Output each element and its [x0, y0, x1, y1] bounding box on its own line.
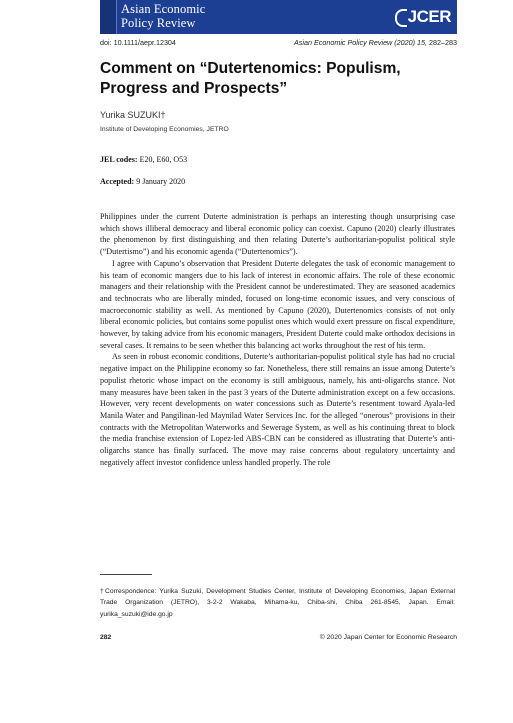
page-number: 282 [100, 634, 112, 641]
author: Yurika SUZUKI† [100, 110, 166, 120]
jcer-logo-mark-icon [395, 9, 407, 27]
journal-title-line2: Policy Review [121, 16, 196, 30]
jel-codes [100, 155, 187, 164]
accepted-value: 9 January 2020 [134, 177, 186, 186]
paragraph: Philippines under the current Duterte administration is perhaps an interesting though unsurprising case which shows illiberal democracy and liberal economic policy can coexist. Capuno (2020) clearly illustrates the phenomenon by first distinguishing and then relating Duterte’s authoritarian-populist political style (“Dutertismo”) and his economic agenda (“Dutertenomics”). [100, 212, 455, 257]
article-title: Comment on “Dutertenomics: Populism, Progress and Prospects” [100, 60, 401, 97]
copyright: © 2020 Japan Center for Economic Research [319, 634, 457, 641]
accepted-label: Accepted: [100, 177, 135, 186]
doi[interactable]: doi: 10.1111/aepr.12304 [100, 38, 176, 47]
banner-side-strip [100, 0, 117, 34]
citation [294, 38, 457, 47]
journal-title [121, 2, 205, 30]
jel-label: JEL codes: [100, 155, 138, 164]
journal-title-line1: Asian Economic [121, 2, 206, 16]
citation-pages: 282–283 [429, 38, 457, 47]
jel-value: E20, E60, O53 [137, 155, 188, 164]
jcer-logo: JCER [407, 7, 451, 26]
article-body [100, 211, 455, 468]
affiliation: Institute of Developing Economies, JETRO [100, 126, 229, 133]
correspondence-footnote: †Correspondence: Yurika Suzuki, Development Studies Center, Institute of Developing Economies, Japan External Trade Organization (JETRO), 3-2-2 Wakaba, Mihama-ku, Chiba-shi, Chiba 261-8545, Japan. Email: yurika_suzuki@ide.go.jp [100, 588, 455, 618]
accepted-date [100, 177, 185, 186]
paragraph: I agree with Capuno’s observation that President Duterte delegates the task of economic management to his team of economic mangers due to his lack of interest in economic affairs. The role of these economic managers and their relationship with the President cannot be underestimated. They are seasoned academics and technocrats who are liberally minded, focused on long-time economic issues, and very conscious of macroeconomic stability as well. As mentioned by Capuno (2020), Dutertenomics consists of not only liberal economic policies, but contains some populist ones which would exert pressure on fiscal expenditure, however, by taking advice from his economic managers, President Duterte could make orthodox decisions in several cases. It remains to be seen whether this balancing act works throughout the rest of his term. [100, 258, 455, 350]
journal-banner [100, 0, 457, 34]
paragraph: As seen in robust economic conditions, Duterte’s authoritarian-populist political style has had no crucial negative impact on the Philippine economy so far. Nonetheless, there still remains an issue among Duterte’s populist rhetoric whose impact on the economy is still ambiguous, namely, his anti-oligarchs stance. Not many measures have been taken in the past 3 years of the Duterte administration except on a few occasions. However, very recent developments on water concessions such as Duterte’s resentment toward Ayala-led Manila Water and Pangilinan-led Maynilad Water Services Inc. for the alleged “onerous” provisions in their contracts with the Metropolitan Waterworks and Sewerage System, as well as his continuing threat to block the media franchise extension of Lopez-led ABS-CBN can be considered as illustrating that Duterte’s anti-oligarchs stance has finally surfaced. The move may raise concerns about regulatory uncertainty and negatively affect investor confidence unless handled properly. The role [100, 352, 455, 467]
footnote-divider [100, 574, 152, 575]
citation-journal: Asian Economic Policy Review (2020) 15, [293, 38, 430, 47]
